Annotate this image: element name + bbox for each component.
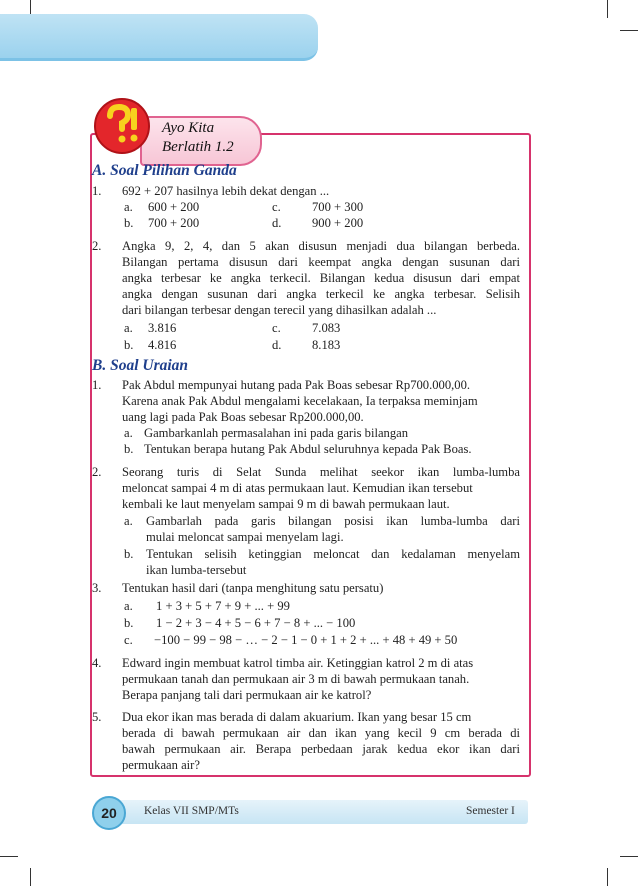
question-text: bawah permukaan air. Berapa perbedaan jarak kedua ekor ikan dari [122,742,520,756]
question-text: Tentukan hasil dari (tanpa menghitung satu persatu) [122,581,384,595]
question-number: 5. [92,710,102,724]
question-text: permukaan air? [122,758,200,772]
question-number: 1. [92,378,102,392]
option-value: 8.183 [312,338,341,352]
section-a-title: A. Soal Pilihan Ganda [92,162,237,179]
question-text: berada di bawah permukaan air dan ikan yang kecil 9 cm berada di [122,726,520,740]
question-number: 2. [92,239,102,253]
sub-item-key: a. [124,514,133,528]
option-value: 600 + 200 [148,200,200,214]
question-exclamation-icon [92,96,152,156]
sub-item-key: a. [124,599,133,613]
sub-item-key: b. [124,616,134,630]
question-number: 3. [92,581,102,595]
sub-item-text: 1 + 3 + 5 + 7 + 9 + ... + 99 [156,599,290,613]
question-text: angka dengan susunan dari angka terkecil ke angka terbesar. Selisih [122,287,520,301]
page-number: 20 [92,796,126,830]
crop-mark [620,30,638,31]
option-key: c. [272,321,281,335]
sub-item-key: c. [124,633,133,647]
header-title-line1: Ayo Kita [162,120,215,136]
sub-item-key: b. [124,442,134,456]
footer-class-label: Kelas VII SMP/MTs [144,805,239,817]
crop-mark [607,0,608,18]
question-number: 1. [92,184,102,198]
question-text: angka terbesar ke angka terkecil. Bilangan kedua disusun dari empat [122,271,520,285]
question-text: Pak Abdul mempunyai hutang pada Pak Boas sebesar Rp700.000,00. [122,378,471,392]
crop-mark [0,856,18,857]
question-text: Karena anak Pak Abdul mengalami kecelakaan, Ia terpaksa meminjam [122,394,478,408]
option-value: 700 + 200 [148,216,200,230]
question-text: meloncat sampai 4 m di atas permukaan laut. Kemudian ikan tersebut [122,481,473,495]
question-text: Seorang turis di Selat Sunda melihat seekor ikan lumba-lumba [122,465,520,479]
crop-mark [30,868,31,886]
sub-item-text: 1 − 2 + 3 − 4 + 5 − 6 + 7 − 8 + ... − 100 [156,616,356,630]
question-text: Dua ekor ikan mas berada di dalam akuarium. Ikan yang besar 15 cm [122,710,472,724]
option-key: a. [124,321,133,335]
option-value: 700 + 300 [312,200,364,214]
sub-item-text: Tentukan selisih ketinggian meloncat dan kedalaman menyelam [146,547,520,561]
sub-item-text: −100 − 99 − 98 − … − 2 − 1 − 0 + 1 + 2 + ... + 48 + 49 + 50 [154,633,458,647]
header-title-line2: Berlatih 1.2 [162,139,234,155]
option-key: b. [124,216,134,230]
option-value: 7.083 [312,321,341,335]
sub-item-text: Tentukan berapa hutang Pak Abdul seluruhnya kepada Pak Boas. [144,442,472,456]
option-key: a. [124,200,133,214]
sub-item-text: mulai meloncat sampai menyelam lagi. [146,530,344,544]
option-value: 900 + 200 [312,216,364,230]
section-b-title: B. Soal Uraian [92,357,189,374]
question-text: permukaan tanah dan permukaan air 3 m di bawah permukaan tanah. [122,672,470,686]
question-text: Angka 9, 2, 4, dan 5 akan disusun menjadi dua bilangan berbeda. [122,239,520,253]
question-text: kembali ke laut menyelam sampai 9 m di bawah permukaan laut. [122,497,450,511]
question-number: 4. [92,656,102,670]
question-text: 692 + 207 hasilnya lebih dekat dengan ... [122,184,330,198]
sub-item-key: b. [124,547,134,561]
question-text: Edward ingin membuat katrol timba air. Ketinggian katrol 2 m di atas [122,656,474,670]
option-key: c. [272,200,281,214]
sub-item-text: ikan lumba-tersebut [146,563,247,577]
crop-mark [607,868,608,886]
question-number: 2. [92,465,102,479]
question-text: dari bilangan terbesar dengan terecil yang dihasilkan adalah ... [122,303,437,317]
question-text: Bilangan pertama disusun dari keempat angka dengan susunan dari [122,255,520,269]
top-banner [0,14,318,61]
crop-mark [620,856,638,857]
question-text: Berapa panjang tali dari permukaan air ke katrol? [122,688,372,702]
sub-item-text: Gambarlah pada garis bilangan posisi ikan lumba-lumba dari [146,514,520,528]
option-key: d. [272,338,282,352]
question-text: uang lagi pada Pak Boas sebesar Rp200.000,00. [122,410,364,424]
sub-item-key: a. [124,426,133,440]
footer-semester-label: Semester I [466,805,515,817]
option-key: b. [124,338,134,352]
option-value: 3.816 [148,321,177,335]
option-value: 4.816 [148,338,177,352]
option-key: d. [272,216,282,230]
sub-item-text: Gambarkanlah permasalahan ini pada garis bilangan [144,426,409,440]
